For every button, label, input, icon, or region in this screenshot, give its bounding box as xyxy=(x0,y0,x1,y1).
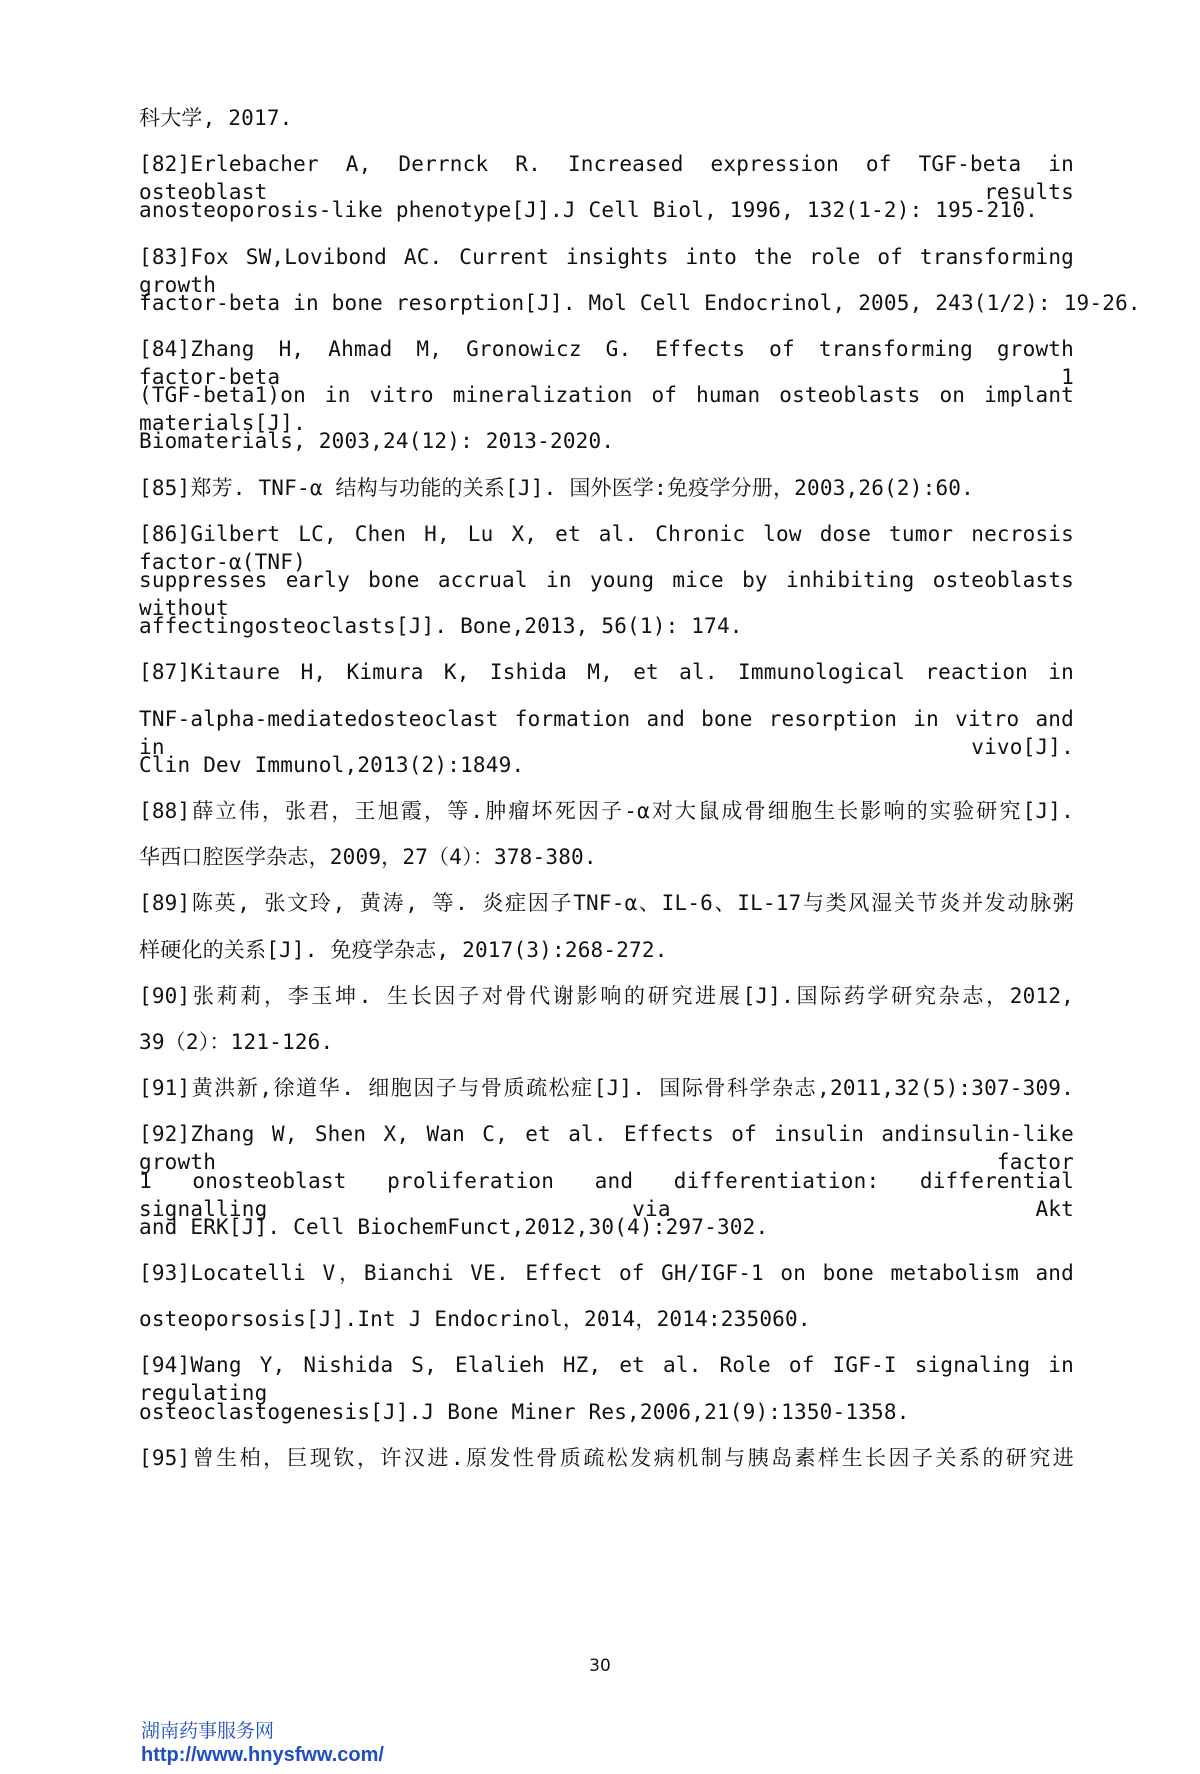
reference-line: [84]Zhang H, Ahmad M, Gronowicz G. Effects of transforming growth factor-beta 1 xyxy=(139,337,1074,389)
reference-line: 华西口腔医学杂志，2009，27（4）：378-380. xyxy=(139,845,597,870)
reference-line: [94]Wang Y, Nishida S, Elalieh HZ, et al. Role of IGF-I signaling in regulating xyxy=(139,1353,1074,1406)
reference-line: 39（2）：121-126. xyxy=(139,1030,334,1054)
reference-line: Biomaterials, 2003,24(12): 2013-2020. xyxy=(139,429,615,454)
reference-line: osteoclastogenesis[J].J Bone Miner Res,2006,21(9):1350-1358. xyxy=(139,1399,910,1424)
reference-line: factor-beta in bone resorption[J]. Mol Cell Endocrinol, 2005, 243(1/2): 19-26. xyxy=(139,290,1141,315)
footer-url-link[interactable]: http://www.hnysfww.com/ xyxy=(141,1744,384,1766)
reference-line: [83]Fox SW,Lovibond AC. Current insights into the role of transforming growth xyxy=(139,244,1074,297)
reference-line: and ERK[J]. Cell BiochemFunct,2012,30(4):297-302. xyxy=(139,1214,769,1239)
reference-line: suppresses early bone accrual in young mice by inhibiting osteoblasts without xyxy=(139,568,1074,620)
reference-line: [92]Zhang W, Shen X, Wan C, et al. Effects of insulin andinsulin-like growth factor xyxy=(139,1122,1074,1175)
reference-line: affectingosteoclasts[J]. Bone,2013, 56(1): 174. xyxy=(139,614,743,639)
page-number: 30 xyxy=(589,1656,611,1676)
reference-line: [87]Kitaure H, Kimura K, Ishida M, et al. Immunological reaction in xyxy=(139,660,1074,685)
reference-line: 科大学, 2017. xyxy=(139,106,293,130)
reference-line: osteoporsosis[J].Int J Endocrinol，2014，2014:235060. xyxy=(139,1307,811,1332)
reference-line: [91]黄洪新,徐道华. 细胞因子与骨质疏松症[J]. 国际骨科学杂志,2011,32(5):307-309. xyxy=(139,1076,1074,1101)
reference-line: 样硬化的关系[J]. 免疫学杂志, 2017(3):268-272. xyxy=(139,937,668,962)
reference-line: [89]陈英, 张文玲, 黄涛, 等. 炎症因子TNF-α、IL-6、IL-17与类风湿关节炎并发动脉粥 xyxy=(139,891,1074,916)
reference-line: [90]张莉莉，李玉坤. 生长因子对骨代谢影响的研究进展[J].国际药学研究杂志，2012, xyxy=(139,983,1074,1008)
reference-line: anosteoporosis-like phenotype[J].J Cell Biol, 1996, 132(1-2): 195-210. xyxy=(139,198,1039,223)
reference-line: [95]曾生柏，巨现钦，许汉进.原发性骨质疏松发病机制与胰岛素样生长因子关系的研究进 xyxy=(139,1445,1074,1470)
footer xyxy=(141,1719,384,1767)
reference-line: (TGF-beta1)on in vitro mineralization of human osteoblasts on implant materials[J]. xyxy=(139,383,1074,436)
reference-line: [93]Locatelli V，Bianchi VE. Effect of GH/IGF-1 on bone metabolism and xyxy=(139,1261,1074,1285)
reference-line: [88]薛立伟，张君，王旭霞，等.肿瘤坏死因子-α对大鼠成骨细胞生长影响的实验研究[J]. xyxy=(139,799,1074,823)
reference-line: [85]郑芳. TNF-α 结构与功能的关系[J]. 国外医学:免疫学分册，2003,26(2):60. xyxy=(139,475,974,500)
reference-line: Clin Dev Immunol,2013(2):1849. xyxy=(139,752,525,777)
reference-line: TNF-alpha-mediatedosteoclast formation and bone resorption in vitro and in vivo[J]. xyxy=(139,706,1074,759)
footer-site-name: 湖南药事服务网 xyxy=(141,1720,275,1742)
reference-line: [82]Erlebacher A, Derrnck R. Increased expression of TGF-beta in osteoblast results xyxy=(139,152,1074,205)
reference-line: 1 onosteoblast proliferation and differentiation: differential signalling via Akt xyxy=(139,1168,1074,1221)
reference-line: [86]Gilbert LC, Chen H, Lu X, et al. Chronic low dose tumor necrosis factor-α(TNF) xyxy=(139,521,1074,574)
